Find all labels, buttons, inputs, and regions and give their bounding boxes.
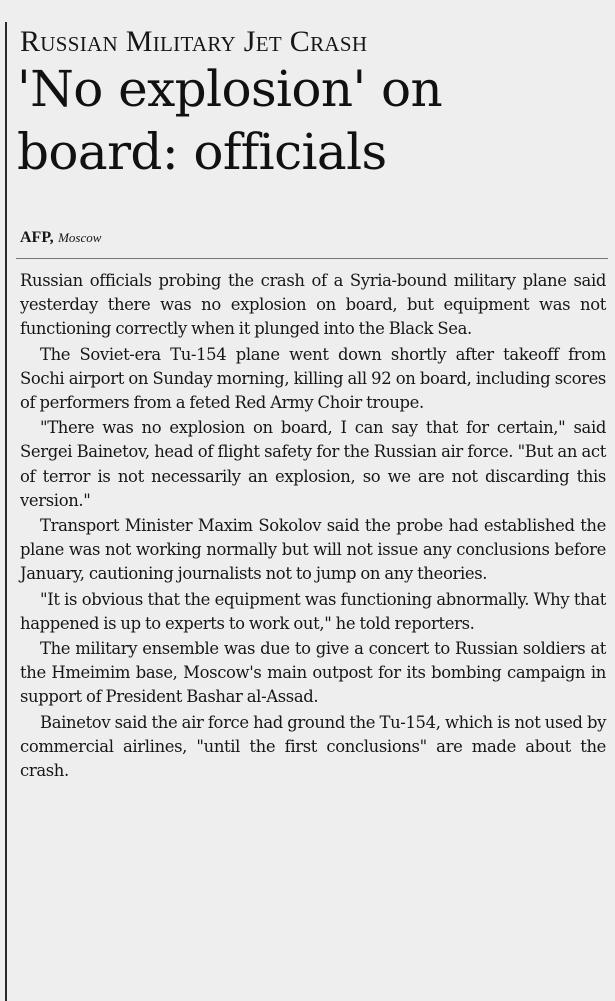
paragraph: "There was no explosion on board, I can say that for certain," said Sergei Bainetov, head of flight safety for the Russian air force. "But an act of terror is not necessarily an explosion, so we are not discarding this version." — [20, 418, 606, 510]
paragraph: The military ensemble was due to give a concert to Russian soldiers at the Hmeimim base, Moscow's main outpost for its bombing campaign in support of President Bashar al-Assad. — [20, 639, 606, 707]
paragraph: The Soviet-era Tu-154 plane went down shortly after takeoff from Sochi airport on Sunday morning, killing all 92 on board, including scores of performers from a feted Red Army Choir troupe. — [20, 344, 606, 413]
column-rule — [5, 22, 7, 1001]
paragraph: "It is obvious that the equipment was functioning abnormally. Why that happened is up to experts to work out," he told reporters. — [20, 589, 606, 633]
article-body — [20, 269, 606, 784]
divider — [16, 258, 608, 259]
byline-agency: AFP, — [20, 229, 54, 246]
paragraph: Transport Minister Maxim Sokolov said the probe had established the plane was not working normally but will not issue any conclusions before January, cautioning journalists not to jump on any theories. — [20, 516, 606, 584]
byline-place: Moscow — [58, 230, 102, 245]
headline: 'No explosion' on board: officials — [17, 60, 443, 181]
byline — [20, 227, 101, 249]
paragraph: Russian officials probing the crash of a Syria-bound military plane said yesterday there was no explosion on board, but equipment was not functioning correctly when it plunged into the Black Sea. — [20, 271, 606, 339]
paragraph: Bainetov said the air force had ground the Tu-154, which is not used by commercial airlines, "until the first conclusions" are made about the crash. — [20, 712, 606, 781]
section-kicker: Russian Military Jet Crash — [20, 25, 368, 58]
